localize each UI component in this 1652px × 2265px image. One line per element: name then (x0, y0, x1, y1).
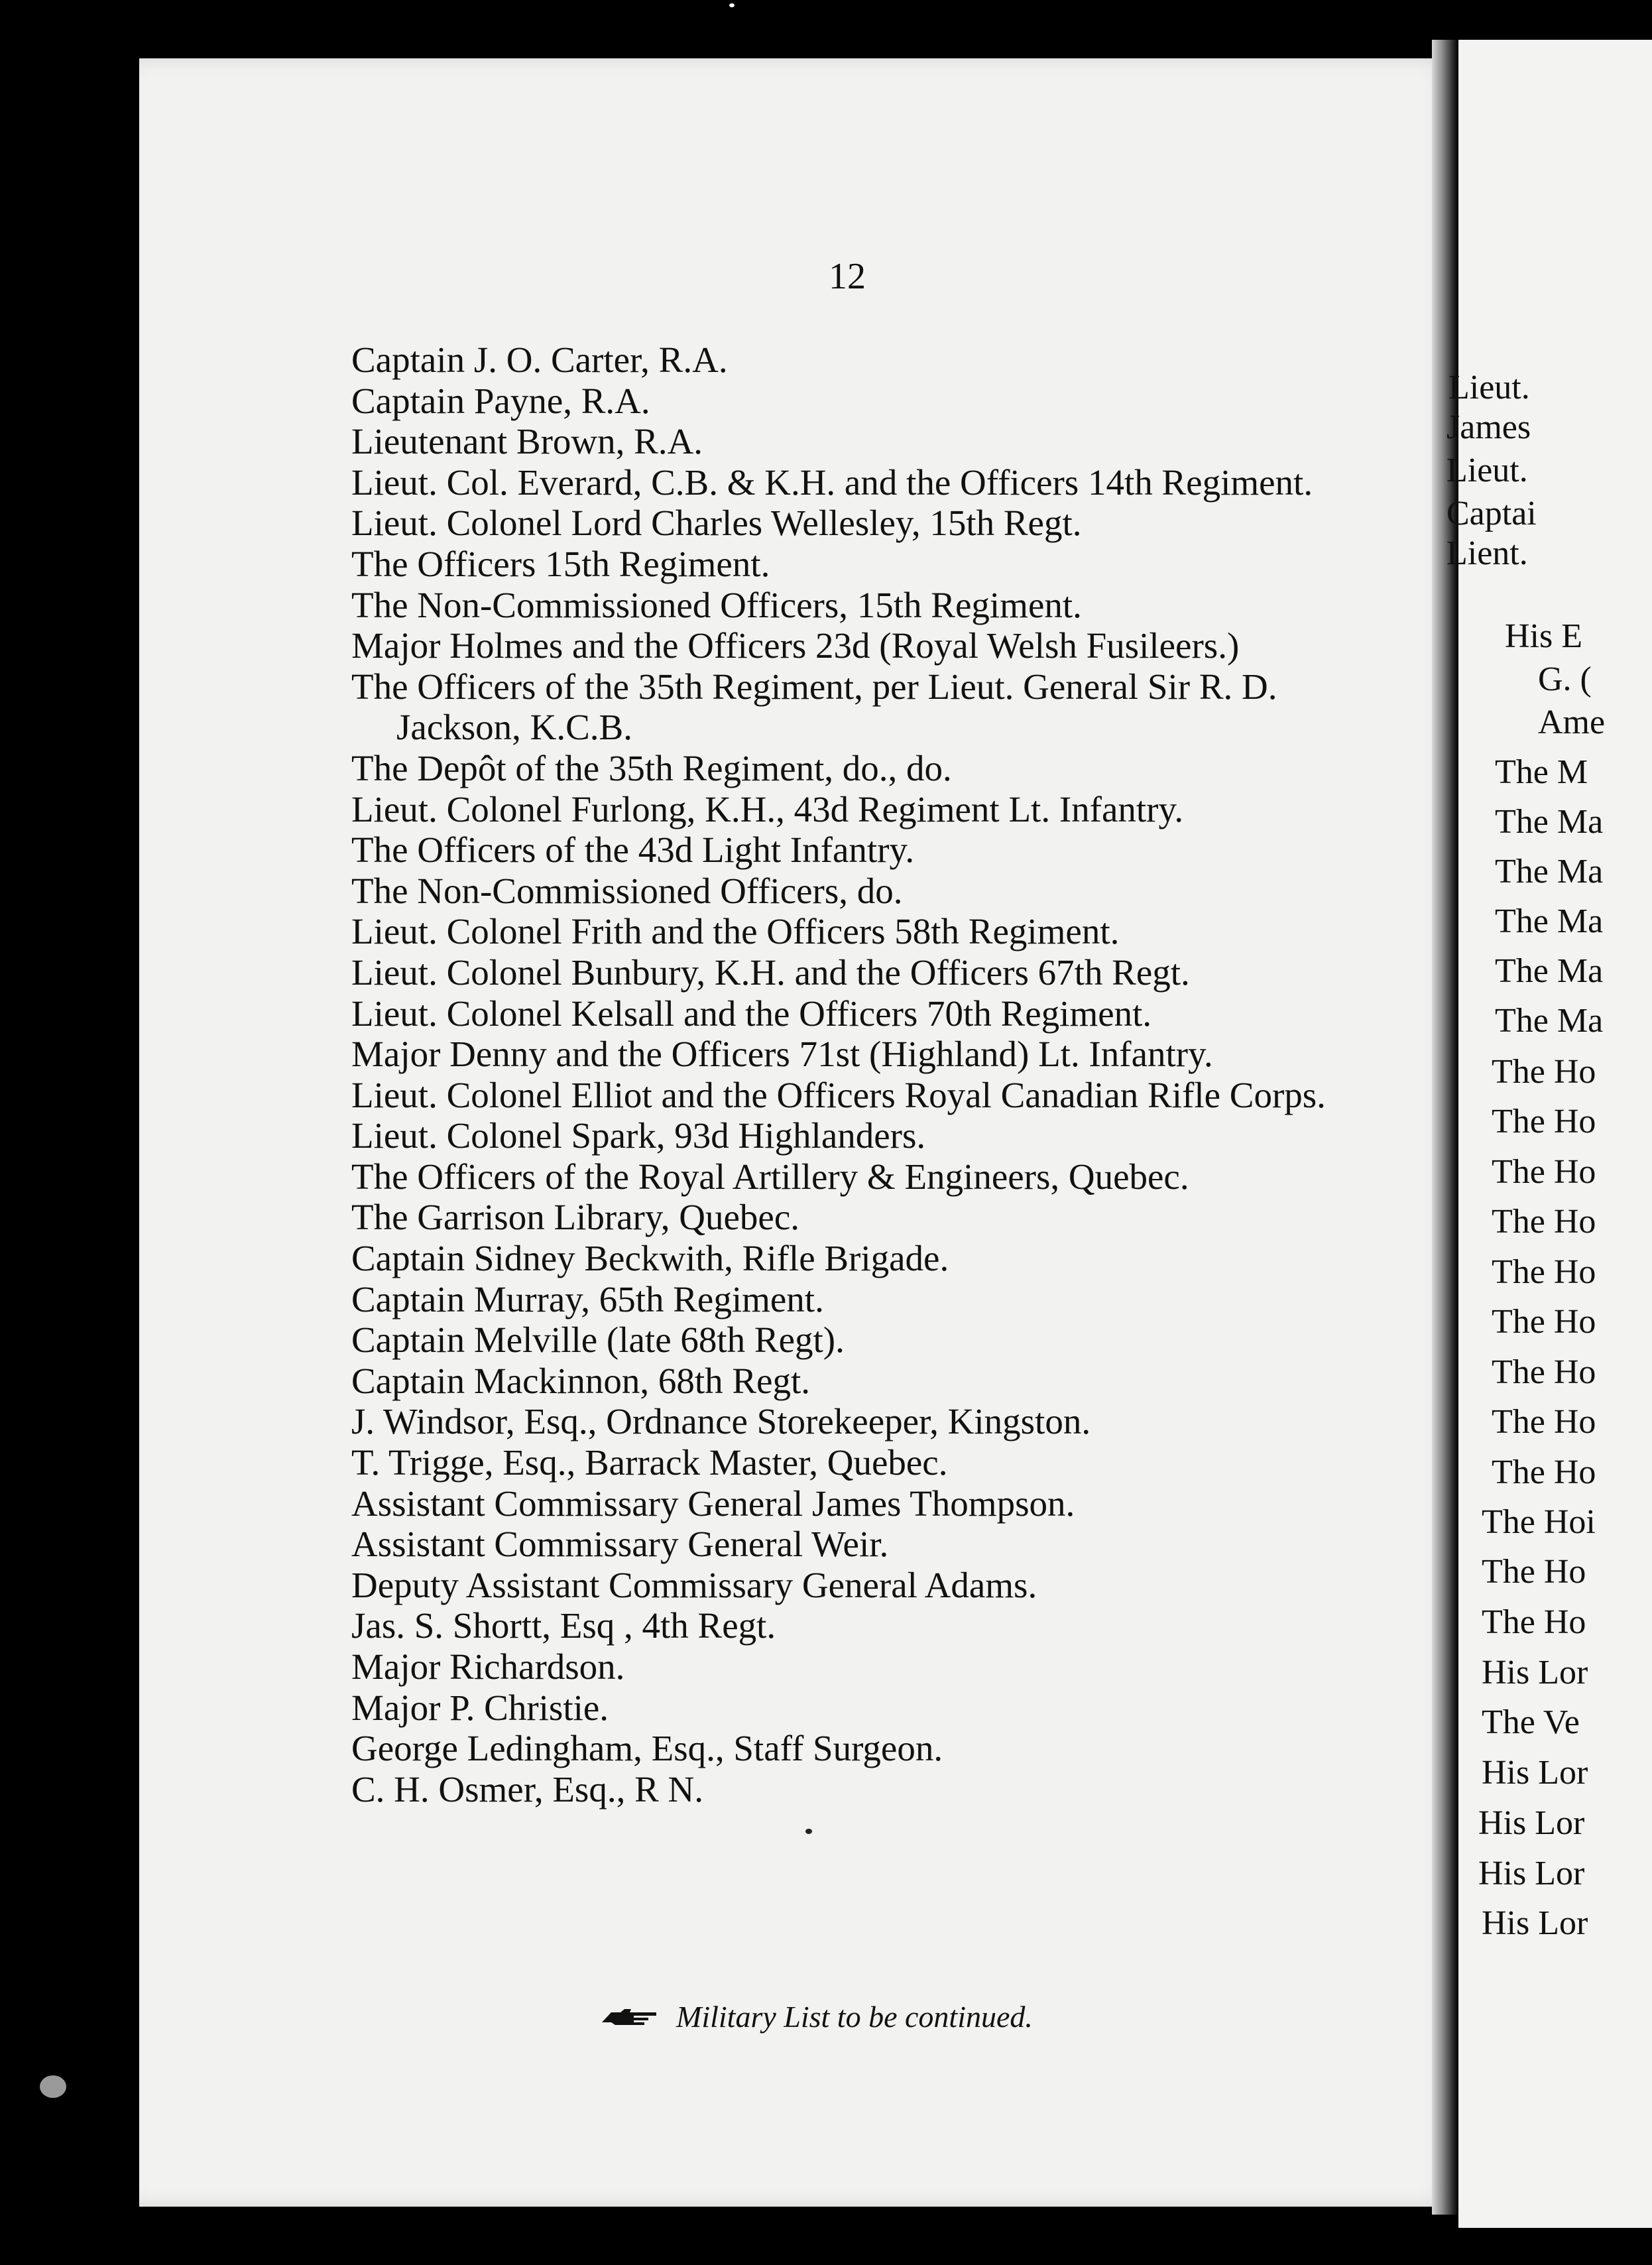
list-item: The Officers 15th Regiment. (351, 543, 770, 584)
right-page-line: The Ho (1482, 1553, 1586, 1591)
list-item: Captain J. O. Carter, R.A. (351, 339, 728, 380)
right-page-line: The Ma (1495, 853, 1604, 890)
list-item: T. Trigge, Esq., Barrack Master, Quebec. (351, 1442, 948, 1483)
scan-speck (40, 2075, 66, 2098)
scan-speck (805, 1829, 812, 1834)
list-item: The Officers of the 43d Light Infantry. (351, 829, 915, 871)
right-page-line: Captai (1446, 495, 1537, 532)
right-page-line: The Ho (1492, 1153, 1596, 1191)
page-number: 12 (829, 256, 866, 297)
book-gutter (1432, 40, 1458, 2215)
list-item: Captain Sidney Beckwith, Rifle Brigade. (351, 1238, 949, 1279)
right-page-line: The Ho (1482, 1603, 1586, 1641)
list-item: Lieut. Colonel Kelsall and the Officers 70th Regiment. (351, 993, 1152, 1034)
right-page-line: His E (1505, 617, 1582, 655)
list-item: The Non-Commissioned Officers, 15th Regiment. (351, 584, 1082, 625)
list-item: Major Holmes and the Officers 23d (Royal Welsh Fusileers.) (351, 625, 1240, 666)
right-page-line: Ame (1538, 704, 1606, 741)
right-page-line: His Lor (1482, 1654, 1588, 1691)
list-item: The Officers of the Royal Artillery & Engineers, Quebec. (351, 1156, 1189, 1197)
right-page-line: James (1446, 408, 1531, 446)
list-item: The Officers of the 35th Regiment, per Lieut. General Sir R. D. Jackson, K.C.B. (351, 666, 1277, 748)
right-page-line: The Ma (1495, 803, 1604, 841)
right-page-line: The Ho (1492, 1203, 1596, 1241)
right-page-line: The Ho (1492, 1303, 1596, 1341)
list-item: Captain Melville (late 68th Regt). (351, 1319, 845, 1361)
right-page-line: Lieut. (1448, 369, 1530, 406)
pointing-hand-icon (610, 2007, 659, 2027)
list-item: Assistant Commissary General Weir. (351, 1524, 889, 1565)
continuation-text: Military List to be continued. (676, 2000, 1033, 2034)
right-page-line: The Ma (1495, 952, 1604, 990)
list-item: Lieut. Colonel Furlong, K.H., 43d Regiment Lt. Infantry. (351, 788, 1184, 829)
list-item: Lieut. Colonel Elliot and the Officers Royal Canadian Rifle Corps. (351, 1074, 1326, 1115)
right-page-line: G. ( (1538, 660, 1592, 698)
right-page-line: The Ho (1492, 1053, 1596, 1091)
right-page-line: Lient. (1446, 534, 1528, 572)
right-page-line: The Ho (1492, 1453, 1596, 1491)
list-item: J. Windsor, Esq., Ordnance Storekeeper, Kingston. (351, 1401, 1091, 1442)
right-page-line: His Lor (1478, 1855, 1585, 1892)
right-page-line: The Ve (1482, 1703, 1580, 1741)
list-item: Major P. Christie. (351, 1687, 609, 1728)
list-item: Lieut. Colonel Frith and the Officers 58th Regiment. (351, 911, 1120, 952)
subscriber-list (351, 339, 1386, 1809)
list-item: Assistant Commissary General James Thompson. (351, 1483, 1075, 1524)
right-page-line: His Lor (1482, 1904, 1588, 1942)
right-page-line: The Ho (1492, 1353, 1596, 1391)
scan-speck (729, 3, 735, 7)
list-item: Major Denny and the Officers 71st (Highland) Lt. Infantry. (351, 1034, 1213, 1075)
right-page-line: The Ho (1492, 1403, 1596, 1441)
list-item: Lieut. Colonel Bunbury, K.H. and the Officers 67th Regt. (351, 951, 1190, 993)
list-item: Captain Murray, 65th Regiment. (351, 1278, 824, 1319)
right-page-line: The Ma (1495, 1002, 1604, 1040)
right-page-line: The Ho (1492, 1103, 1596, 1140)
list-item: Lieut. Colonel Lord Charles Wellesley, 15th Regt. (351, 503, 1082, 544)
right-page-line: The Ho (1492, 1253, 1596, 1291)
list-item: Captain Payne, R.A. (351, 380, 650, 421)
right-page-fragments (1446, 40, 1652, 2228)
list-item: Captain Mackinnon, 68th Regt. (351, 1360, 810, 1401)
right-page-line: His Lor (1482, 1754, 1588, 1792)
list-item: Deputy Assistant Commissary General Adams. (351, 1564, 1037, 1605)
list-item: The Depôt of the 35th Regiment, do., do. (351, 747, 952, 788)
list-item: Lieut. Colonel Spark, 93d Highlanders. (351, 1115, 926, 1156)
list-item: George Ledingham, Esq., Staff Surgeon. (351, 1728, 943, 1769)
right-page-line: Lieut. (1446, 452, 1528, 489)
list-item: Lieut. Col. Everard, C.B. & K.H. and the Officers 14th Regiment. (351, 461, 1313, 503)
right-page-line: His Lor (1478, 1804, 1585, 1842)
list-item: The Garrison Library, Quebec. (351, 1197, 800, 1238)
right-page-line: The Hoi (1482, 1503, 1596, 1541)
list-item: Lieutenant Brown, R.A. (351, 421, 703, 462)
list-item: The Non-Commissioned Officers, do. (351, 870, 903, 911)
right-page-line: The Ma (1495, 902, 1604, 940)
list-item: Jas. S. Shortt, Esq , 4th Regt. (351, 1605, 776, 1646)
right-page (1446, 40, 1652, 2228)
list-item: C. H. Osmer, Esq., R N. (351, 1768, 703, 1809)
right-page-line: The M (1495, 753, 1588, 791)
continuation-note (610, 1999, 1033, 2034)
list-item: Major Richardson. (351, 1646, 625, 1687)
